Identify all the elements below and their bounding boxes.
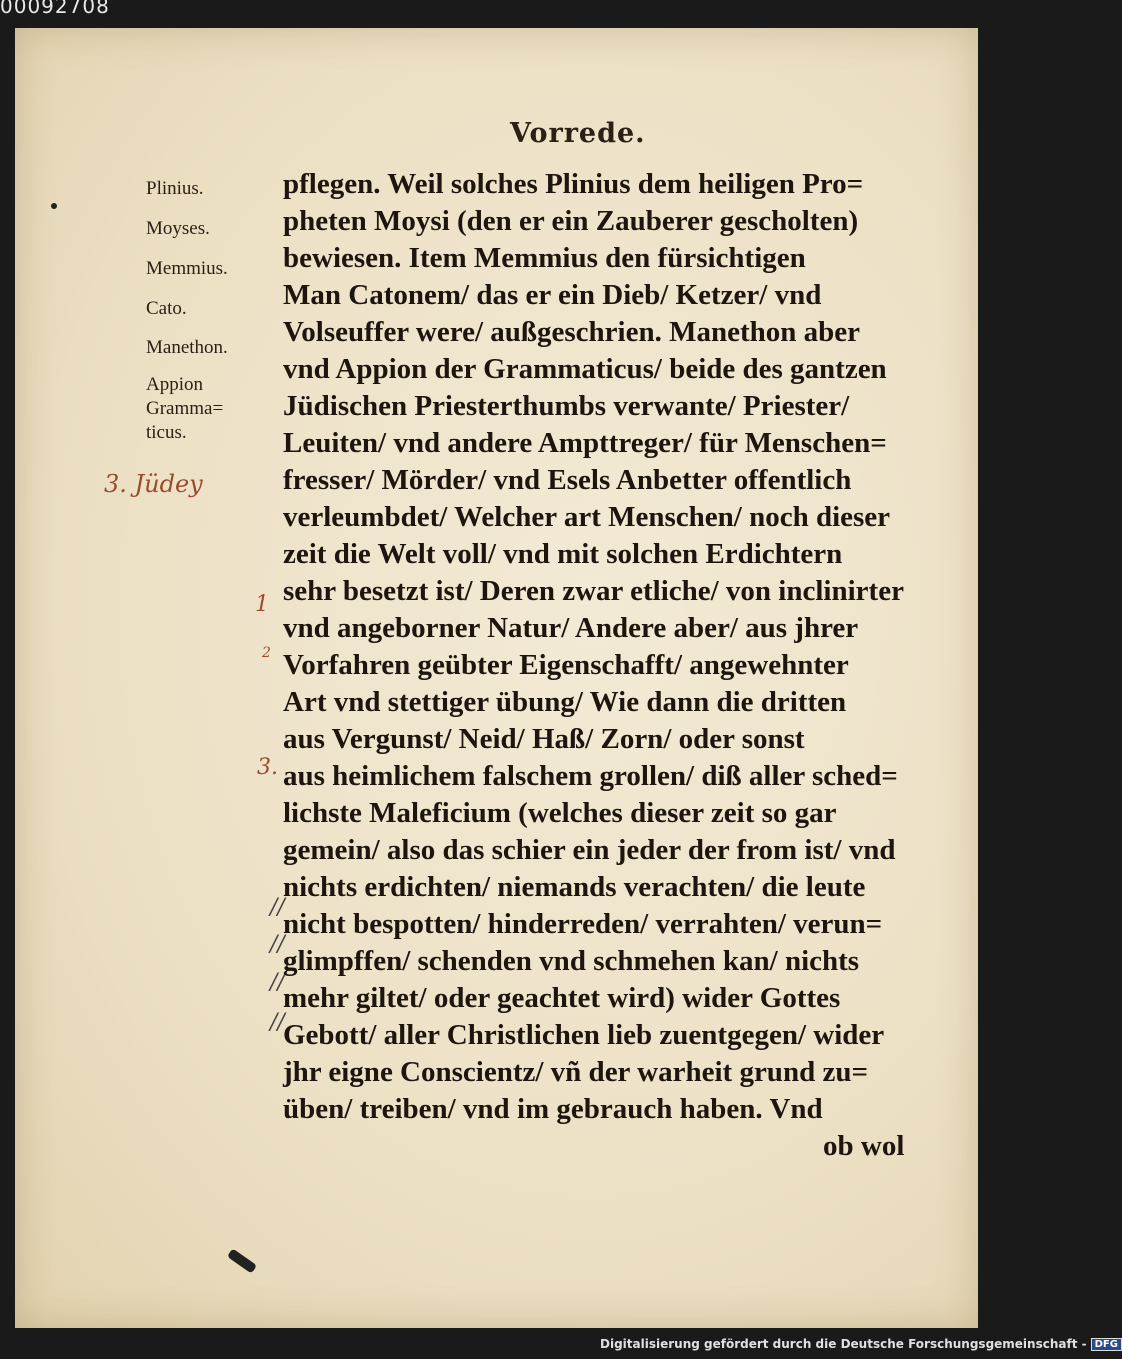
text-line: vnd angeborner Natur/ Andere aber/ aus jhrer xyxy=(283,612,859,644)
margin-note-gramma: Gramma= xyxy=(146,398,224,419)
margin-note-moyses: Moyses. xyxy=(146,218,210,239)
text-line: gemein/ also das schier ein jeder der from ist/ vnd xyxy=(283,834,896,866)
text-line: pflegen. Weil solches Plinius dem heiligen Pro= xyxy=(283,168,864,200)
margin-note-memmius: Memmius. xyxy=(146,258,228,279)
handwritten-mark: // xyxy=(270,970,285,995)
handwritten-mark: // xyxy=(270,895,285,920)
margin-note-cato: Cato. xyxy=(146,298,187,319)
text-line: üben/ treiben/ vnd im gebrauch haben. Vnd xyxy=(283,1093,823,1125)
handwritten-number: 3. xyxy=(257,755,278,780)
text-line: glimpffen/ schenden vnd schmehen kan/ nichts xyxy=(283,945,860,977)
text-line: Volseuffer were/ außgeschrien. Manethon aber xyxy=(283,316,860,348)
text-line: jhr eigne Conscientz/ vñ der warheit grund zu= xyxy=(283,1056,868,1088)
text-line: zeit die Welt voll/ vnd mit solchen Erdichtern xyxy=(283,538,843,570)
handwritten-number: 2 xyxy=(262,645,271,661)
ink-dot xyxy=(51,203,57,209)
text-line: bewiesen. Item Memmius den fürsichtigen xyxy=(283,242,806,274)
ink-smudge xyxy=(227,1248,257,1273)
text-line: mehr giltet/ oder geachtet wird) wider Gottes xyxy=(283,982,841,1014)
text-line: Art vnd stettiger übung/ Wie dann die dritten xyxy=(283,686,847,718)
dfg-logo: DFG xyxy=(1091,1338,1122,1351)
handwritten-mark: // xyxy=(270,932,285,957)
catalog-number: 00092708 xyxy=(0,0,110,18)
text-line: pheten Moysi (den er ein Zauberer gescholten) xyxy=(283,205,859,237)
text-line: Gebott/ aller Christlichen lieb zuentgegen/ wider xyxy=(283,1019,885,1051)
margin-note-manethon: Manethon. xyxy=(146,337,228,358)
text-line: Man Catonem/ das er ein Dieb/ Ketzer/ vnd xyxy=(283,279,822,311)
margin-note-appion: Appion xyxy=(146,374,203,395)
text-line: vnd Appion der Grammaticus/ beide des gantzen xyxy=(283,353,887,385)
text-line: aus Vergunst/ Neid/ Haß/ Zorn/ oder sonst xyxy=(283,723,805,755)
text-line: aus heimlichem falschem grollen/ diß aller sched= xyxy=(283,760,898,792)
text-line: fresser/ Mörder/ vnd Esels Anbetter offentlich xyxy=(283,464,852,496)
text-line: nicht bespotten/ hinderreden/ verrahten/ verun= xyxy=(283,908,883,940)
margin-note-plinius: Plinius. xyxy=(146,178,204,199)
running-header: Vorrede. xyxy=(510,118,646,149)
text-line: sehr besetzt ist/ Deren zwar etliche/ von inclinirter xyxy=(283,575,904,607)
text-line: Jüdischen Priesterthumbs verwante/ Priester/ xyxy=(283,390,850,422)
footer-credit xyxy=(600,1337,1122,1351)
catchword: ob wol xyxy=(823,1130,905,1162)
text-line: Leuiten/ vnd andere Ampttreger/ für Menschen= xyxy=(283,427,887,459)
footer-text: Digitalisierung gefördert durch die Deutsche Forschungsgemeinschaft - xyxy=(600,1337,1087,1351)
handwritten-mark: // xyxy=(270,1010,285,1035)
text-line: nichts erdichten/ niemands verachten/ die leute xyxy=(283,871,866,903)
margin-note-ticus: ticus. xyxy=(146,422,187,443)
handwritten-number: 1 xyxy=(255,592,269,617)
handwritten-note: 3. Jüdey xyxy=(104,470,203,498)
text-line: Vorfahren geübter Eigenschafft/ angewehnter xyxy=(283,649,849,681)
text-line: lichste Maleficium (welches dieser zeit so gar xyxy=(283,797,837,829)
text-line: verleumbdet/ Welcher art Menschen/ noch dieser xyxy=(283,501,891,533)
